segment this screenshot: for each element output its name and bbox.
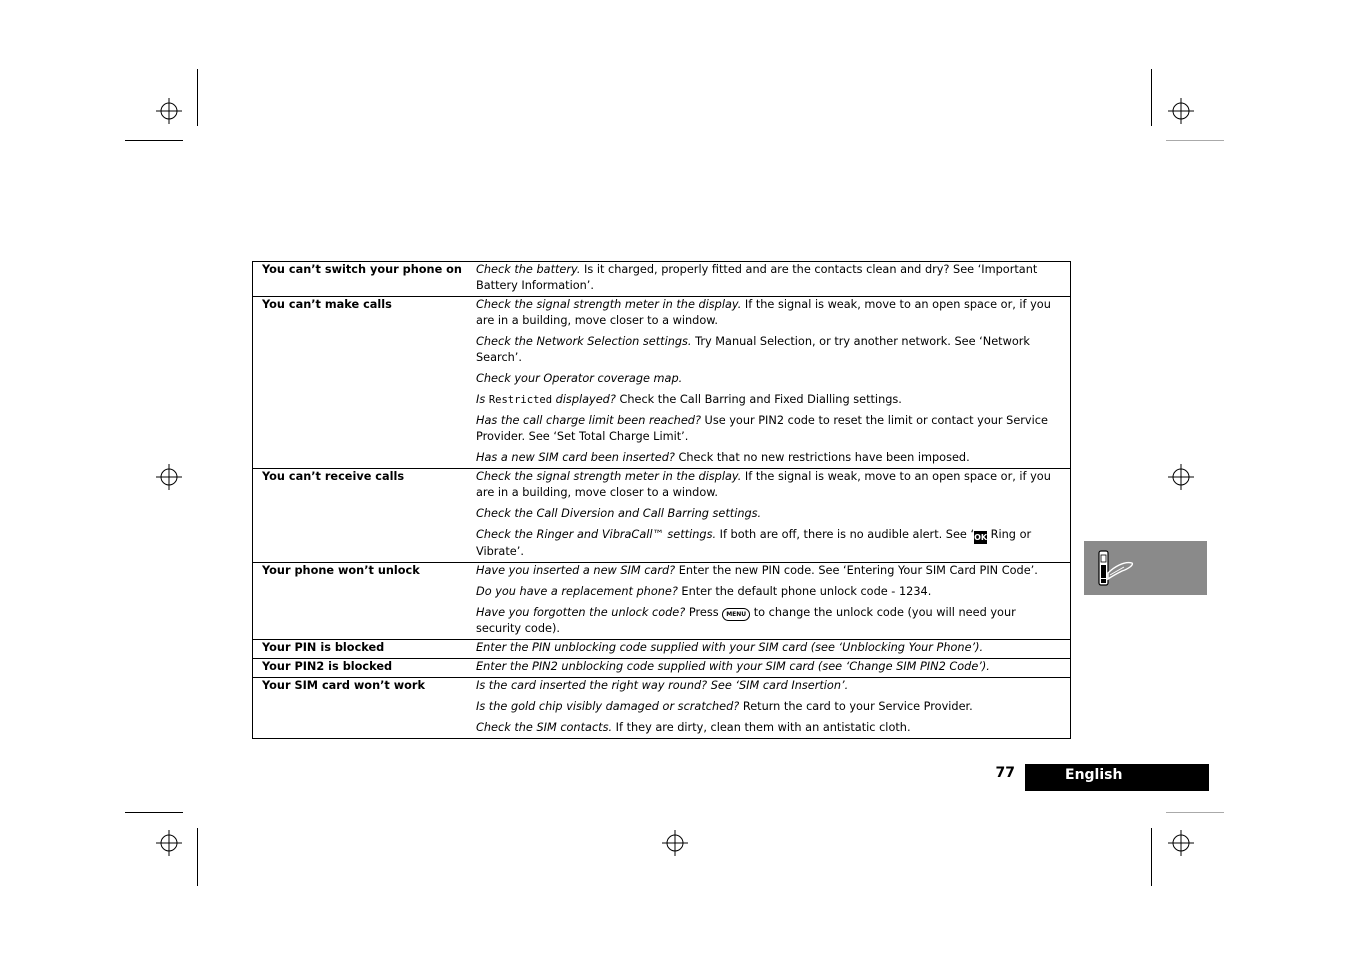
solution-item: Check your Operator coverage map. xyxy=(476,372,683,385)
solution-cell xyxy=(471,659,1071,678)
solution-item: Is the card inserted the right way round? See ‘SIM card Insertion’. xyxy=(476,679,849,692)
ok-key-icon: OK xyxy=(974,533,988,542)
solution-item: Check the SIM contacts. If they are dirty, clean them with an antistatic cloth. xyxy=(476,721,911,734)
solution-item: Check the Call Diversion and Call Barring settings. xyxy=(476,507,762,520)
solution-item: Check the signal strength meter in the display. If the signal is weak, move to an open space or, if you are in a building, move closer to a window. xyxy=(476,470,1051,499)
table-row xyxy=(253,678,1071,739)
table-row xyxy=(253,297,1071,469)
table-row xyxy=(253,469,1071,563)
problem-cell: You can’t make calls xyxy=(253,297,472,469)
phone-with-hand-icon xyxy=(1096,549,1136,589)
solution-item: Enter the PIN2 unblocking code supplied with your SIM card (see ‘Change SIM PIN2 Code’). xyxy=(476,660,990,673)
troubleshooting-table xyxy=(252,261,1071,739)
registration-mark-icon xyxy=(156,830,182,856)
registration-mark-icon xyxy=(1168,98,1194,124)
problem-cell: Your PIN2 is blocked xyxy=(253,659,472,678)
solution-item: Check the Ringer and VibraCall™ settings. If both are off, there is no audible alert. See ‘OK Ring or Vibrate’. xyxy=(476,528,1032,558)
problem-cell: You can’t receive calls xyxy=(253,469,472,563)
problem-cell: You can’t switch your phone on xyxy=(253,262,472,297)
solution-item: Has the call charge limit been reached? Use your PIN2 code to reset the limit or contact your Service Provider. See ‘Set Total Charge Limit’. xyxy=(476,414,1048,443)
problem-cell: Your SIM card won’t work xyxy=(253,678,472,739)
registration-mark-icon xyxy=(662,830,688,856)
registration-mark-icon xyxy=(1168,830,1194,856)
solution-cell xyxy=(471,640,1071,659)
table-row xyxy=(253,563,1071,640)
solution-item: Have you forgotten the unlock code? Press MENU to change the unlock code (you will need your security code). xyxy=(476,606,1016,635)
registration-mark-icon xyxy=(156,464,182,490)
crop-mark xyxy=(1166,140,1224,141)
solution-item: Check the signal strength meter in the display. If the signal is weak, move to an open space or, if you are in a building, move closer to a window. xyxy=(476,298,1051,327)
menu-key-icon: MENU xyxy=(722,608,750,621)
solution-item: Have you inserted a new SIM card? Enter the new PIN code. See ‘Entering Your SIM Card PIN Code’. xyxy=(476,564,1038,577)
solution-cell xyxy=(471,262,1071,297)
solution-item: Do you have a replacement phone? Enter the default phone unlock code - 1234. xyxy=(476,585,932,598)
solution-cell xyxy=(471,678,1071,739)
table-row xyxy=(253,262,1071,297)
language-box xyxy=(1025,764,1209,791)
crop-mark xyxy=(1151,69,1152,126)
crop-mark xyxy=(1166,812,1224,813)
crop-mark xyxy=(1151,828,1152,886)
registration-mark-icon xyxy=(156,98,182,124)
display-text-restricted: Restricted xyxy=(488,394,553,406)
page-number: 77 xyxy=(995,765,1015,781)
crop-mark xyxy=(197,828,198,886)
problem-cell: Your phone won’t unlock xyxy=(253,563,472,640)
problem-cell: Your PIN is blocked xyxy=(253,640,472,659)
solution-item: Check the Network Selection settings. Try Manual Selection, or try another network. See ‘Network Search’. xyxy=(476,335,1030,364)
crop-mark xyxy=(125,140,183,141)
solution-item: Check the battery. Is it charged, properly fitted and are the contacts clean and dry? See ‘Important Battery Information’. xyxy=(476,263,1038,292)
registration-mark-icon xyxy=(1168,464,1194,490)
solution-cell xyxy=(471,297,1071,469)
solution-item: Is the gold chip visibly damaged or scratched? Return the card to your Service Provider. xyxy=(476,700,973,713)
solution-cell xyxy=(471,563,1071,640)
solution-cell xyxy=(471,469,1071,563)
language-label: English xyxy=(1065,767,1123,783)
table-row xyxy=(253,640,1071,659)
solution-item: Is Restricted displayed? Check the Call Barring and Fixed Dialling settings. xyxy=(476,393,902,406)
crop-mark xyxy=(197,69,198,126)
solution-item: Has a new SIM card been inserted? Check that no new restrictions have been imposed. xyxy=(476,451,970,464)
crop-mark xyxy=(125,812,183,813)
solution-item: Enter the PIN unblocking code supplied with your SIM card (see ‘Unblocking Your Phone’). xyxy=(476,641,984,654)
section-side-tab xyxy=(1084,541,1207,595)
table-row xyxy=(253,659,1071,678)
